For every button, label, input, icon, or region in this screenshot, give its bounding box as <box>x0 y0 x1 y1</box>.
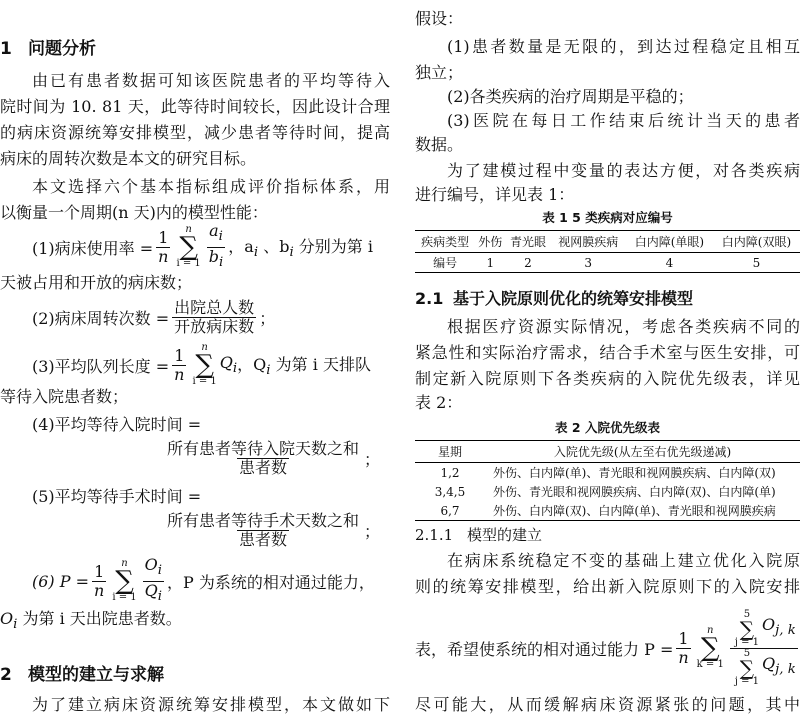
table-1 <box>415 230 800 273</box>
assumption-3-cont: 数据。 <box>415 135 464 154</box>
table-header-cell: 疾病类型 <box>415 231 475 253</box>
paragraph-line: 则的统筹安排模型，给出新入院原则下的入院安排 <box>415 577 800 596</box>
assumption-heading: 假设： <box>415 9 464 28</box>
table-cell: 编号 <box>415 253 475 273</box>
table-header-cell: 白内障(单眼) <box>626 231 713 253</box>
formula-continuation: $O_i$ 为第 i 天出院患者数。 <box>0 609 182 633</box>
table-row <box>415 501 800 521</box>
table-cell: 1 <box>475 253 505 273</box>
paragraph-line: 为了建模过程中变量的表达方便，对各类疾病 <box>447 161 800 180</box>
table-header-row <box>415 231 800 253</box>
paragraph-line: 在病床系统稳定不变的基础上建立优化入院原 <box>447 551 800 570</box>
formula-continuation: 等待入院患者数； <box>0 387 129 406</box>
table-row <box>415 463 800 483</box>
paragraph-line: 制定新入院原则下各类疾病的入院优先级表，详见 <box>415 369 800 388</box>
assumption-3: (3)医院在每日工作结束后统计当天的患者 <box>447 111 800 130</box>
table-2 <box>415 440 800 521</box>
paragraph-line: 紧急性和实际治疗需求，结合手术室与医生安排，可 <box>415 343 800 362</box>
assumption-1-cont: 独立； <box>415 63 464 82</box>
paragraph-line: 本文选择六个基本指标组成评价指标体系，用 <box>32 177 390 196</box>
paragraph-line: 的病床资源统筹安排模型，减少患者等待时间，提高 <box>0 123 390 142</box>
table-cell: 外伤、白内障(单)、青光眼和视网膜疾病、白内障(双) <box>493 466 776 480</box>
table-1-caption: 表 1 5 类疾病对应编号 <box>542 210 673 225</box>
table-cell: 4 <box>626 253 713 273</box>
table-header-row <box>415 441 800 463</box>
paragraph-line: 为了建立病床资源统筹安排模型，本文做如下 <box>32 695 390 714</box>
paragraph-line: 根据医疗资源实际情况，考虑各类疾病不同的 <box>447 317 800 336</box>
formula-queue-length: (3)平均队列长度 = $\frac{1}{n}$ n ∑ i = 1 $Q_i$ ，$Q_i$ 为第 i 天排队 <box>32 342 371 387</box>
table-header-cell: 青光眼 <box>505 231 550 253</box>
table-2-caption: 表 2 入院优先级表 <box>555 420 660 435</box>
paragraph-line: 由已有患者数据可知该医院患者的平均等待入 <box>32 71 390 90</box>
formula-continuation: 天被占用和开放的病床数； <box>0 273 193 292</box>
section-2-1-1-heading: 2.1.1 模型的建立 <box>415 526 543 544</box>
formula-bed-utilization: (1)病床使用率 = $\frac{1}{n}$ n ∑ i = 1 $\frac{a_i}{b_i}$ ，$a_i$ 、$b_i$ 分别为第 i <box>32 221 374 270</box>
section-2-1-heading: 2.1 基于入院原则优化的统筹安排模型 <box>415 289 694 308</box>
table-header-cell: 入院优先级(从左至右优先级递减) <box>485 441 800 463</box>
formula-wait-admission-label: (4)平均等待入院时间 = <box>32 415 202 434</box>
table-cell: 3,4,5 <box>434 484 466 499</box>
section-2-heading: 2 模型的建立与求解 <box>0 665 164 685</box>
formula-wait-surgery: $\frac{\text{所有患者等待手术天数之和}}{\text{患者数}}$ ； <box>166 510 380 549</box>
paragraph-line: 表 2： <box>415 393 463 412</box>
table-cell: 2 <box>505 253 550 273</box>
table-cell: 6,7 <box>415 501 485 521</box>
table-header-cell: 外伤 <box>475 231 505 253</box>
paragraph-line: 病床的周转次数是本文的研究目标。 <box>0 149 257 168</box>
table-cell: 外伤、青光眼和视网膜疾病、白内障(双)、白内障(单) <box>493 485 776 499</box>
paragraph-line: 院时间为 10. 81 天，此等待时间较长，因此设计合理 <box>0 97 390 116</box>
assumption-1: (1)患者数量是无限的，到达过程稳定且相互 <box>447 37 800 56</box>
formula-bed-turnover: (2)病床周转次数 = $\frac{\text{出院总人数}}{\text{开放病床数}}$ ； <box>32 297 276 336</box>
formula-wait-surgery-label: (5)平均等待手术时间 = <box>32 487 202 506</box>
table-cell: 外伤、白内障(双)、白内障(单)、青光眼和视网膜疾病 <box>485 501 800 521</box>
formula-wait-admission: $\frac{\text{所有患者等待入院天数之和}}{\text{患者数}}$ ； <box>166 438 380 477</box>
table-header-cell: 视网膜疾病 <box>551 231 626 253</box>
table-cell: 1,2 <box>440 465 460 480</box>
table-cell: 3 <box>551 253 626 273</box>
formula-throughput-optimized: 表，希望使系统的相对通过能力 P = $\frac{1}{n}$ n ∑ k = 1 5 ∑ j = 1 $O_{j, k}$ 5 ∑ j = 1 $Q_{j, k}$ <box>415 608 796 687</box>
paragraph-line: 尽可能大，从而缓解病床资源紧张的问题，其中 <box>415 695 800 714</box>
paragraph-line: 进行编号，详见表 1： <box>415 185 575 204</box>
paragraph-line: 以衡量一个周期(n 天)内的模型性能： <box>0 203 268 222</box>
assumption-2: (2)各类疾病的治疗周期是平稳的； <box>447 87 694 106</box>
formula-throughput: (6) P = $\frac{1}{n}$ n ∑ i = 1 $\frac{O_i}{Q_i}$ ，P 为系统的相对通过能力， <box>32 555 375 604</box>
table-header-cell: 星期 <box>415 441 485 463</box>
table-cell: 5 <box>713 253 800 273</box>
table-header-cell: 白内障(双眼) <box>713 231 800 253</box>
section-1-heading: 1 问题分析 <box>0 39 96 59</box>
table-row <box>415 482 800 501</box>
table-row <box>415 253 800 273</box>
